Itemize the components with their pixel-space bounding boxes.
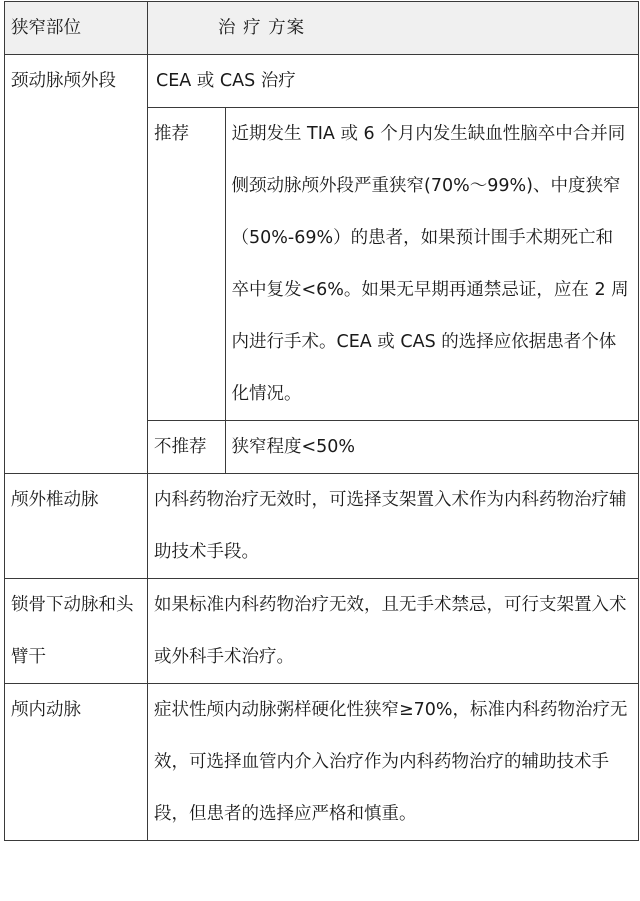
site-label-vertebral: 颅外椎动脉	[11, 490, 99, 510]
site-cell-intracranial	[5, 684, 148, 841]
header-site-label: 狭窄部位	[11, 18, 81, 38]
scheme-cell-intracranial	[148, 684, 639, 841]
scheme-cell-vertebral	[148, 474, 639, 579]
site-label-carotid: 颈动脉颅外段	[11, 71, 116, 91]
recommend-text-cell	[225, 108, 638, 421]
site-cell-vertebral	[5, 474, 148, 579]
recommend-row	[148, 108, 638, 421]
not-recommend-row	[148, 421, 638, 474]
header-row	[5, 2, 639, 55]
recommend-label: 推荐	[154, 124, 189, 144]
table-row-carotid	[5, 55, 639, 474]
site-cell-subclavian	[5, 579, 148, 684]
site-cell-carotid	[5, 55, 148, 474]
table-row-vertebral	[5, 474, 639, 579]
header-scheme-label: 治 疗 方案	[218, 18, 306, 38]
header-cell-scheme	[148, 2, 639, 55]
scheme-cell-carotid	[148, 55, 639, 474]
not-recommend-text-cell	[225, 421, 638, 474]
not-recommend-label: 不推荐	[154, 437, 207, 457]
vertebral-text: 内科药物治疗无效时，可选择支架置入术作为内科药物治疗辅助技术手段。	[154, 490, 627, 562]
intracranial-text: 症状性颅内动脉粥样硬化性狭窄≥70%，标准内科药物治疗无效，可选择血管内介入治疗作为内科药物治疗的辅助技术手段，但患者的选择应严格和慎重。	[154, 700, 628, 824]
table-row-intracranial	[5, 684, 639, 841]
recommend-text: 近期发生 TIA 或 6 个月内发生缺血性脑卒中合并同侧颈动脉颅外段严重狭窄(70%～99%)、中度狭窄（50%-69%）的患者，如果预计围手术期死亡和卒中复发<6%。如果无早期再通禁忌证，应在 2 周内进行手术。CEA 或 CAS 的选择应依据患者个体化情况。	[231, 124, 629, 404]
subclavian-text: 如果标准内科药物治疗无效，且无手术禁忌，可行支架置入术或外科手术治疗。	[154, 595, 627, 667]
header-cell-site	[5, 2, 148, 55]
not-recommend-text: 狭窄程度<50%	[231, 437, 356, 457]
treatment-table	[4, 1, 639, 841]
scheme-cell-subclavian	[148, 579, 639, 684]
carotid-sub-table	[148, 107, 638, 473]
table-row-subclavian	[5, 579, 639, 684]
recommend-label-cell	[148, 108, 225, 421]
carotid-therapy-text: CEA 或 CAS 治疗	[156, 71, 296, 91]
site-label-intracranial: 颅内动脉	[11, 700, 81, 720]
not-recommend-label-cell	[148, 421, 225, 474]
site-label-subclavian: 锁骨下动脉和头臂干	[11, 595, 134, 667]
